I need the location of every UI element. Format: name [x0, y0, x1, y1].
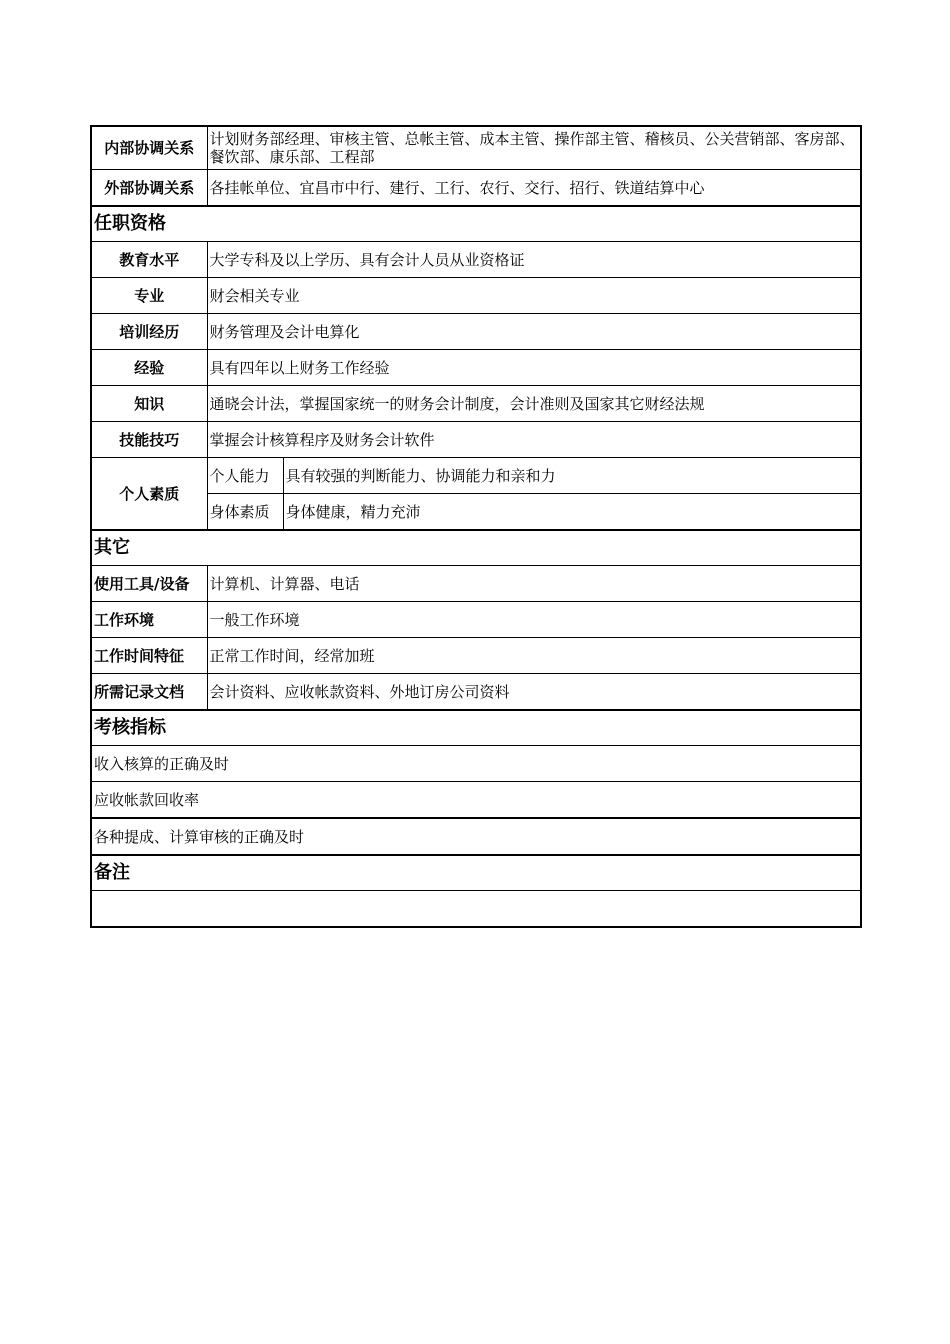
training-label: 培训经历: [91, 314, 207, 350]
documents-value: 会计资料、应收帐款资料、外地订房公司资料: [207, 674, 861, 711]
qualifications-section-title: 任职资格: [91, 206, 861, 242]
physical-value: 身体健康，精力充沛: [283, 494, 861, 531]
internal-relations-row: [91, 126, 861, 170]
other-row: [91, 674, 861, 711]
work-hours-value: 正常工作时间，经常加班: [207, 638, 861, 674]
kpi-item: 各种提成、计算审核的正确及时: [91, 818, 861, 855]
job-description-sheet: [90, 125, 860, 928]
tools-label: 使用工具/设备: [91, 566, 207, 602]
tools-value: 计算机、计算器、电话: [207, 566, 861, 602]
other-section-row: [91, 530, 861, 566]
kpi-item: 应收帐款回收率: [91, 782, 861, 819]
kpi-row: [91, 746, 861, 782]
kpi-section-title: 考核指标: [91, 710, 861, 746]
qualification-row: [91, 386, 861, 422]
qualification-row: [91, 242, 861, 278]
environment-label: 工作环境: [91, 602, 207, 638]
major-label: 专业: [91, 278, 207, 314]
external-relations-value: 各挂帐单位、宜昌市中行、建行、工行、农行、交行、招行、铁道结算中心: [207, 170, 861, 207]
remarks-value: [91, 891, 861, 928]
kpi-item: 收入核算的正确及时: [91, 746, 861, 782]
personal-quality-label: 个人素质: [91, 458, 207, 531]
remarks-section-row: [91, 855, 861, 891]
skills-label: 技能技巧: [91, 422, 207, 458]
other-row: [91, 566, 861, 602]
personal-quality-row: [91, 494, 861, 531]
skills-value: 掌握会计核算程序及财务会计软件: [207, 422, 861, 458]
experience-value: 具有四年以上财务工作经验: [207, 350, 861, 386]
kpi-row: [91, 818, 861, 855]
personal-quality-row: [91, 458, 861, 494]
experience-label: 经验: [91, 350, 207, 386]
qualification-row: [91, 350, 861, 386]
physical-label: 身体素质: [207, 494, 283, 531]
internal-relations-value: 计划财务部经理、审核主管、总帐主管、成本主管、操作部主管、稽核员、公关营销部、客房部、餐饮部、康乐部、工程部: [207, 126, 861, 170]
other-row: [91, 638, 861, 674]
qualification-row: [91, 314, 861, 350]
work-hours-label: 工作时间特征: [91, 638, 207, 674]
remarks-section-title: 备注: [91, 855, 861, 891]
kpi-row: [91, 782, 861, 819]
kpi-section-row: [91, 710, 861, 746]
other-row: [91, 602, 861, 638]
education-label: 教育水平: [91, 242, 207, 278]
ability-label: 个人能力: [207, 458, 283, 494]
external-relations-label: 外部协调关系: [91, 170, 207, 207]
knowledge-label: 知识: [91, 386, 207, 422]
qualification-row: [91, 278, 861, 314]
external-relations-row: [91, 170, 861, 207]
internal-relations-label: 内部协调关系: [91, 126, 207, 170]
environment-value: 一般工作环境: [207, 602, 861, 638]
training-value: 财务管理及会计电算化: [207, 314, 861, 350]
education-value: 大学专科及以上学历、具有会计人员从业资格证: [207, 242, 861, 278]
qualification-row: [91, 422, 861, 458]
qualifications-section-row: [91, 206, 861, 242]
knowledge-value: 通晓会计法，掌握国家统一的财务会计制度，会计准则及国家其它财经法规: [207, 386, 861, 422]
documents-label: 所需记录文档: [91, 674, 207, 711]
ability-value: 具有较强的判断能力、协调能力和亲和力: [283, 458, 861, 494]
other-section-title: 其它: [91, 530, 861, 566]
job-description-table: [90, 125, 862, 928]
major-value: 财会相关专业: [207, 278, 861, 314]
remarks-row: [91, 891, 861, 928]
